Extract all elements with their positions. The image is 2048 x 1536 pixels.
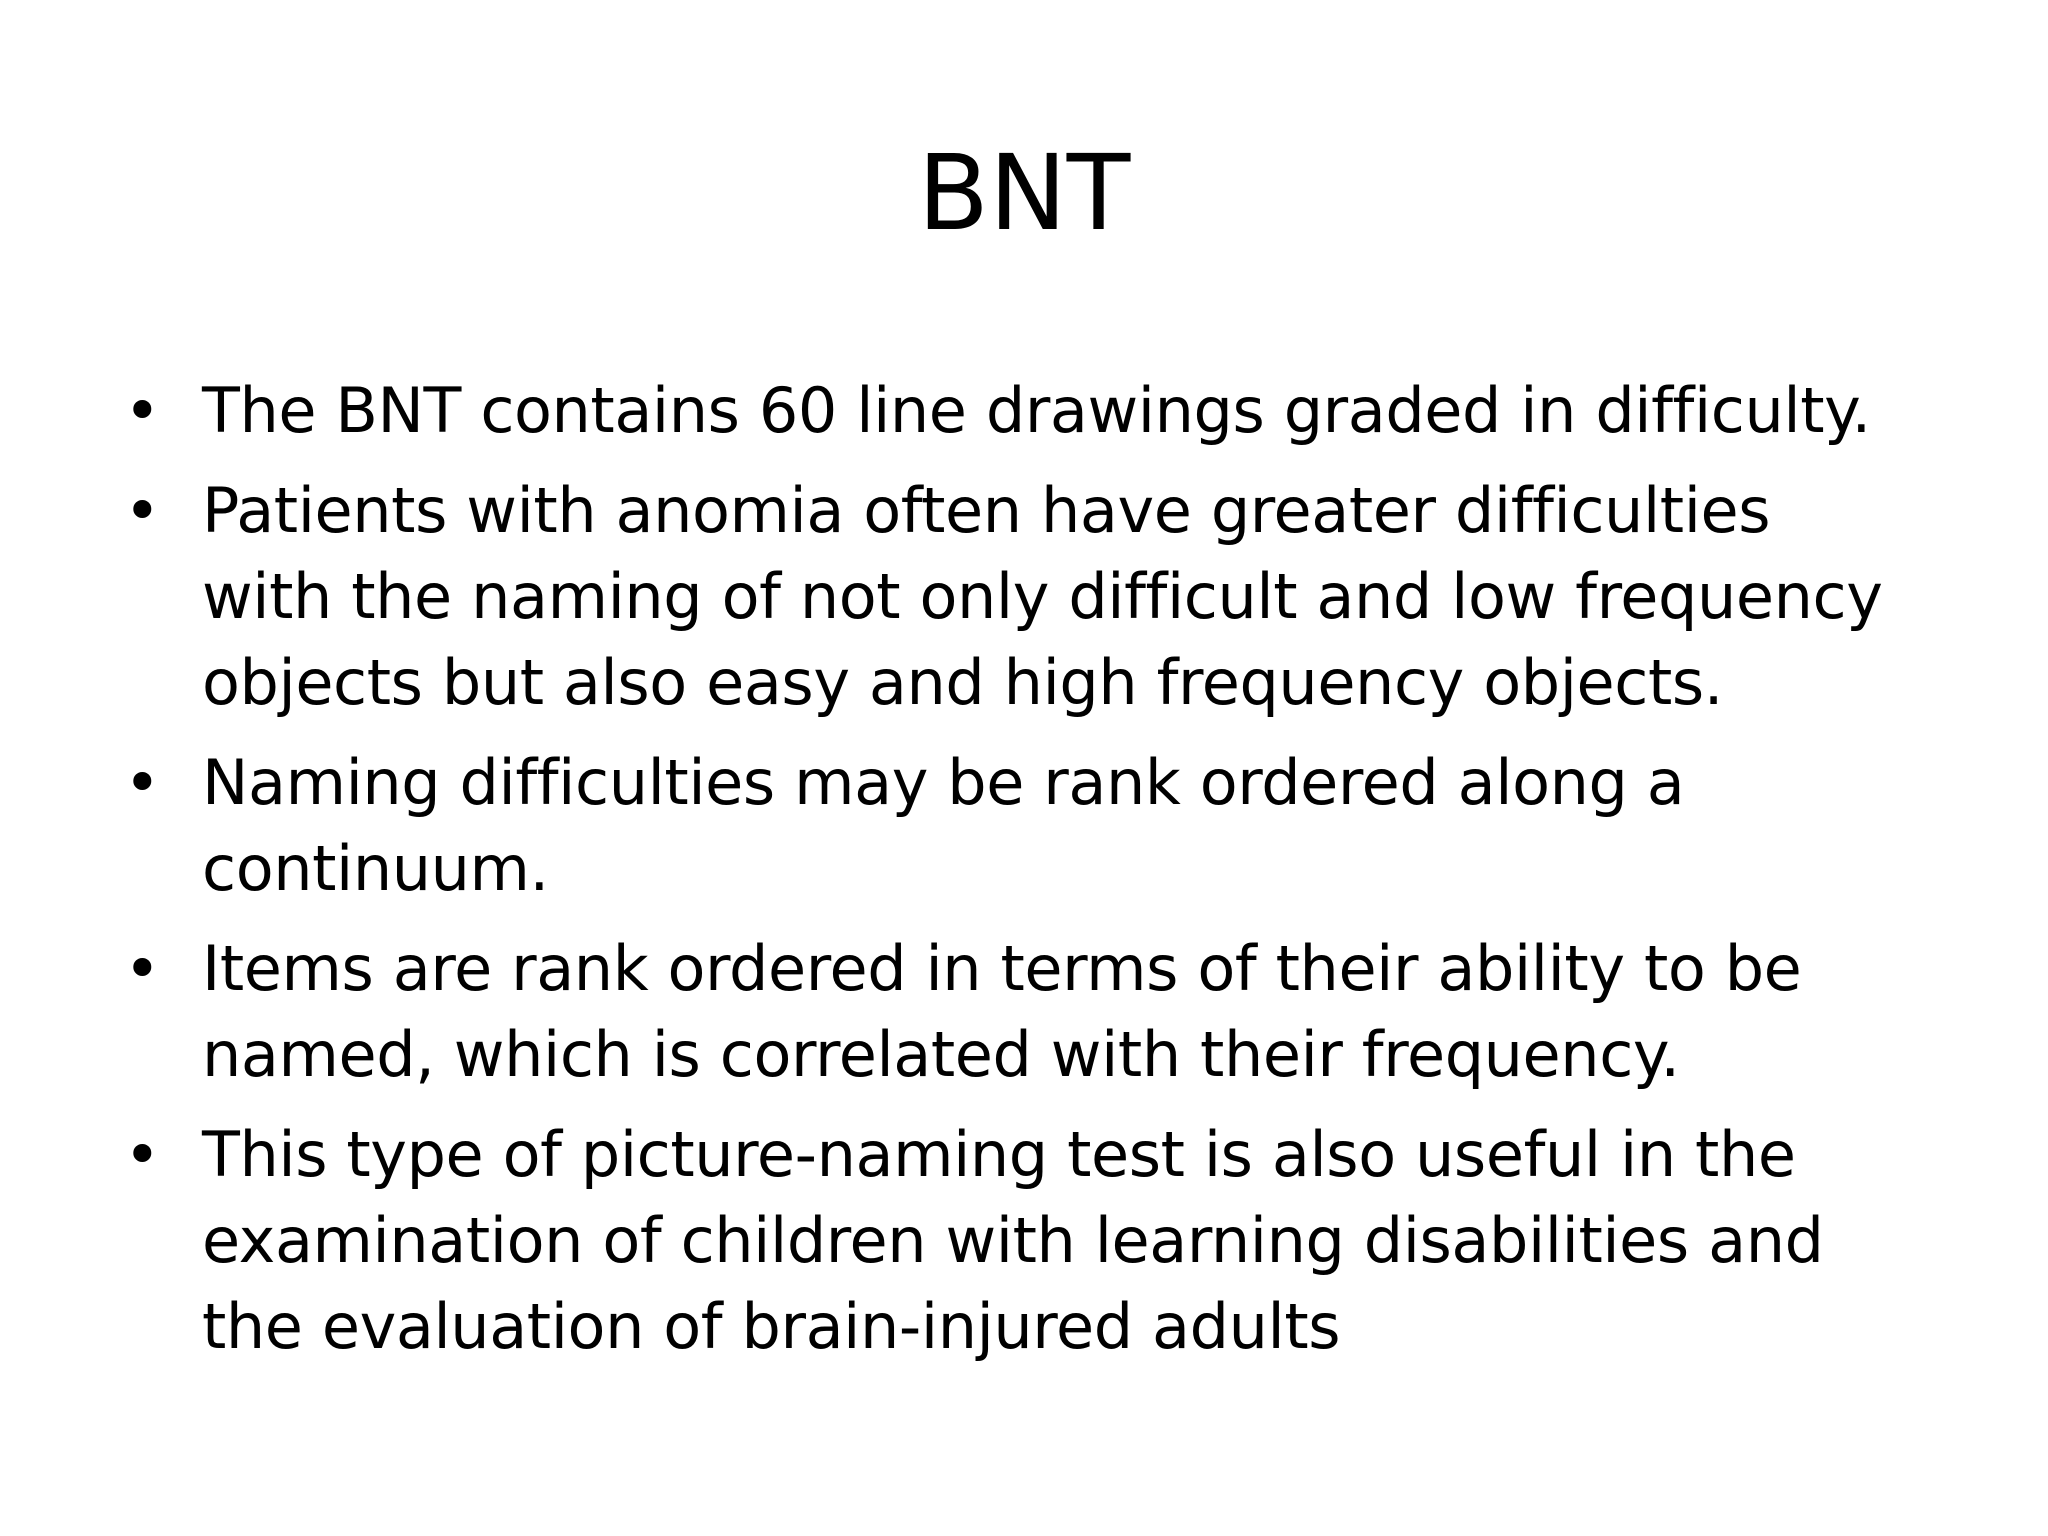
bullet-text: This type of picture-naming test is also useful in the examination of children with learning disabilities and the evaluation of brain-injured adults	[202, 1118, 1824, 1363]
bullet-item	[120, 926, 1960, 1098]
bullet-text: The BNT contains 60 line drawings graded in difficulty.	[202, 374, 1871, 447]
bullet-text: Items are rank ordered in terms of their ability to be named, which is correlated with their frequency.	[202, 932, 1802, 1091]
bullet-item	[120, 468, 1960, 726]
bullet-item	[120, 368, 1960, 454]
bullet-dot-icon: •	[124, 746, 161, 819]
bullet-text: Naming difficulties may be rank ordered along a continuum.	[202, 746, 1685, 905]
bullet-item	[120, 740, 1960, 912]
slide-title: BNT	[917, 132, 1131, 254]
bullet-list	[120, 368, 1960, 1384]
bullet-dot-icon: •	[124, 474, 161, 547]
bullet-item	[120, 1112, 1960, 1370]
bullet-dot-icon: •	[124, 932, 161, 1005]
bullet-dot-icon: •	[124, 1118, 161, 1191]
bullet-dot-icon: •	[124, 374, 161, 447]
bullet-text: Patients with anomia often have greater difficulties with the naming of not only difficult and low frequency objects but also easy and high frequency objects.	[202, 474, 1883, 719]
